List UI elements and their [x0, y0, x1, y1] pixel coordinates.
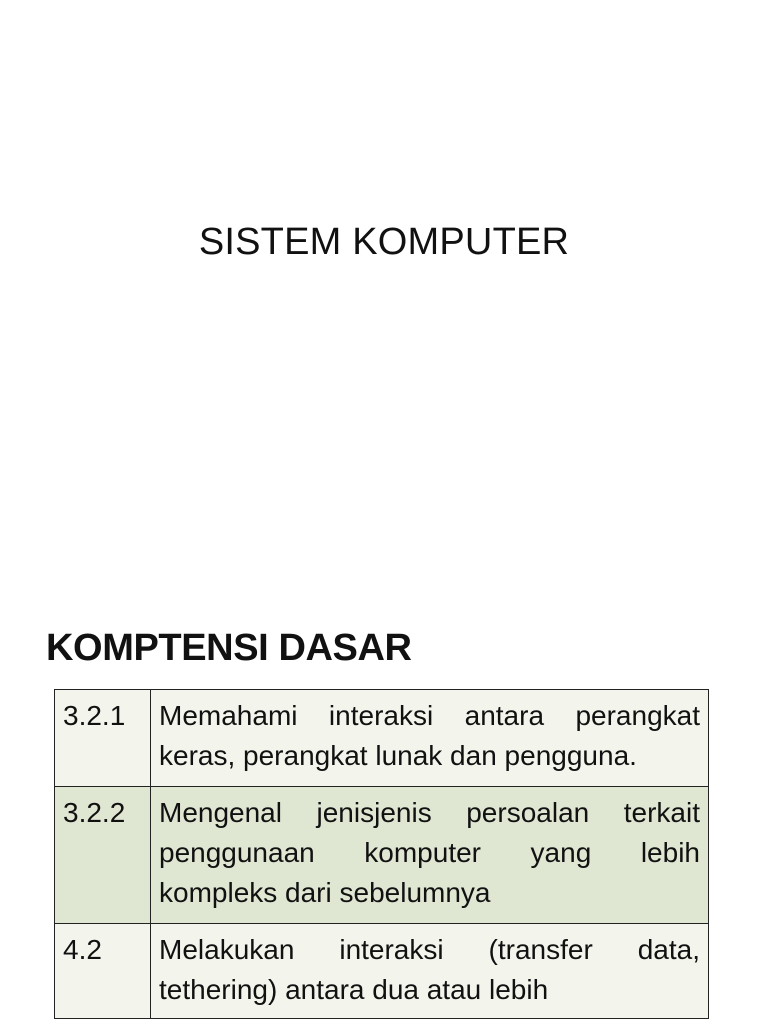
table-row: [55, 924, 709, 1019]
competency-description: Melakukan interaksi (transfer data, tethering) antara dua atau lebih: [151, 924, 709, 1019]
competency-code: 3.2.1: [55, 690, 151, 787]
competency-description: Memahami interaksi antara perangkat keras, perangkat lunak dan pengguna.: [151, 690, 709, 787]
table-row: [55, 690, 709, 787]
competency-code: 3.2.2: [55, 787, 151, 924]
competency-description: Mengenal jenisjenis persoalan terkait penggunaan komputer yang lebih kompleks dari sebelumnya: [151, 787, 709, 924]
table-row: [55, 787, 709, 924]
competency-table: [54, 689, 709, 1019]
competency-code: 4.2: [55, 924, 151, 1019]
slide-title: SISTEM KOMPUTER: [198, 221, 570, 263]
section-heading: KOMPTENSI DASAR: [46, 627, 412, 669]
